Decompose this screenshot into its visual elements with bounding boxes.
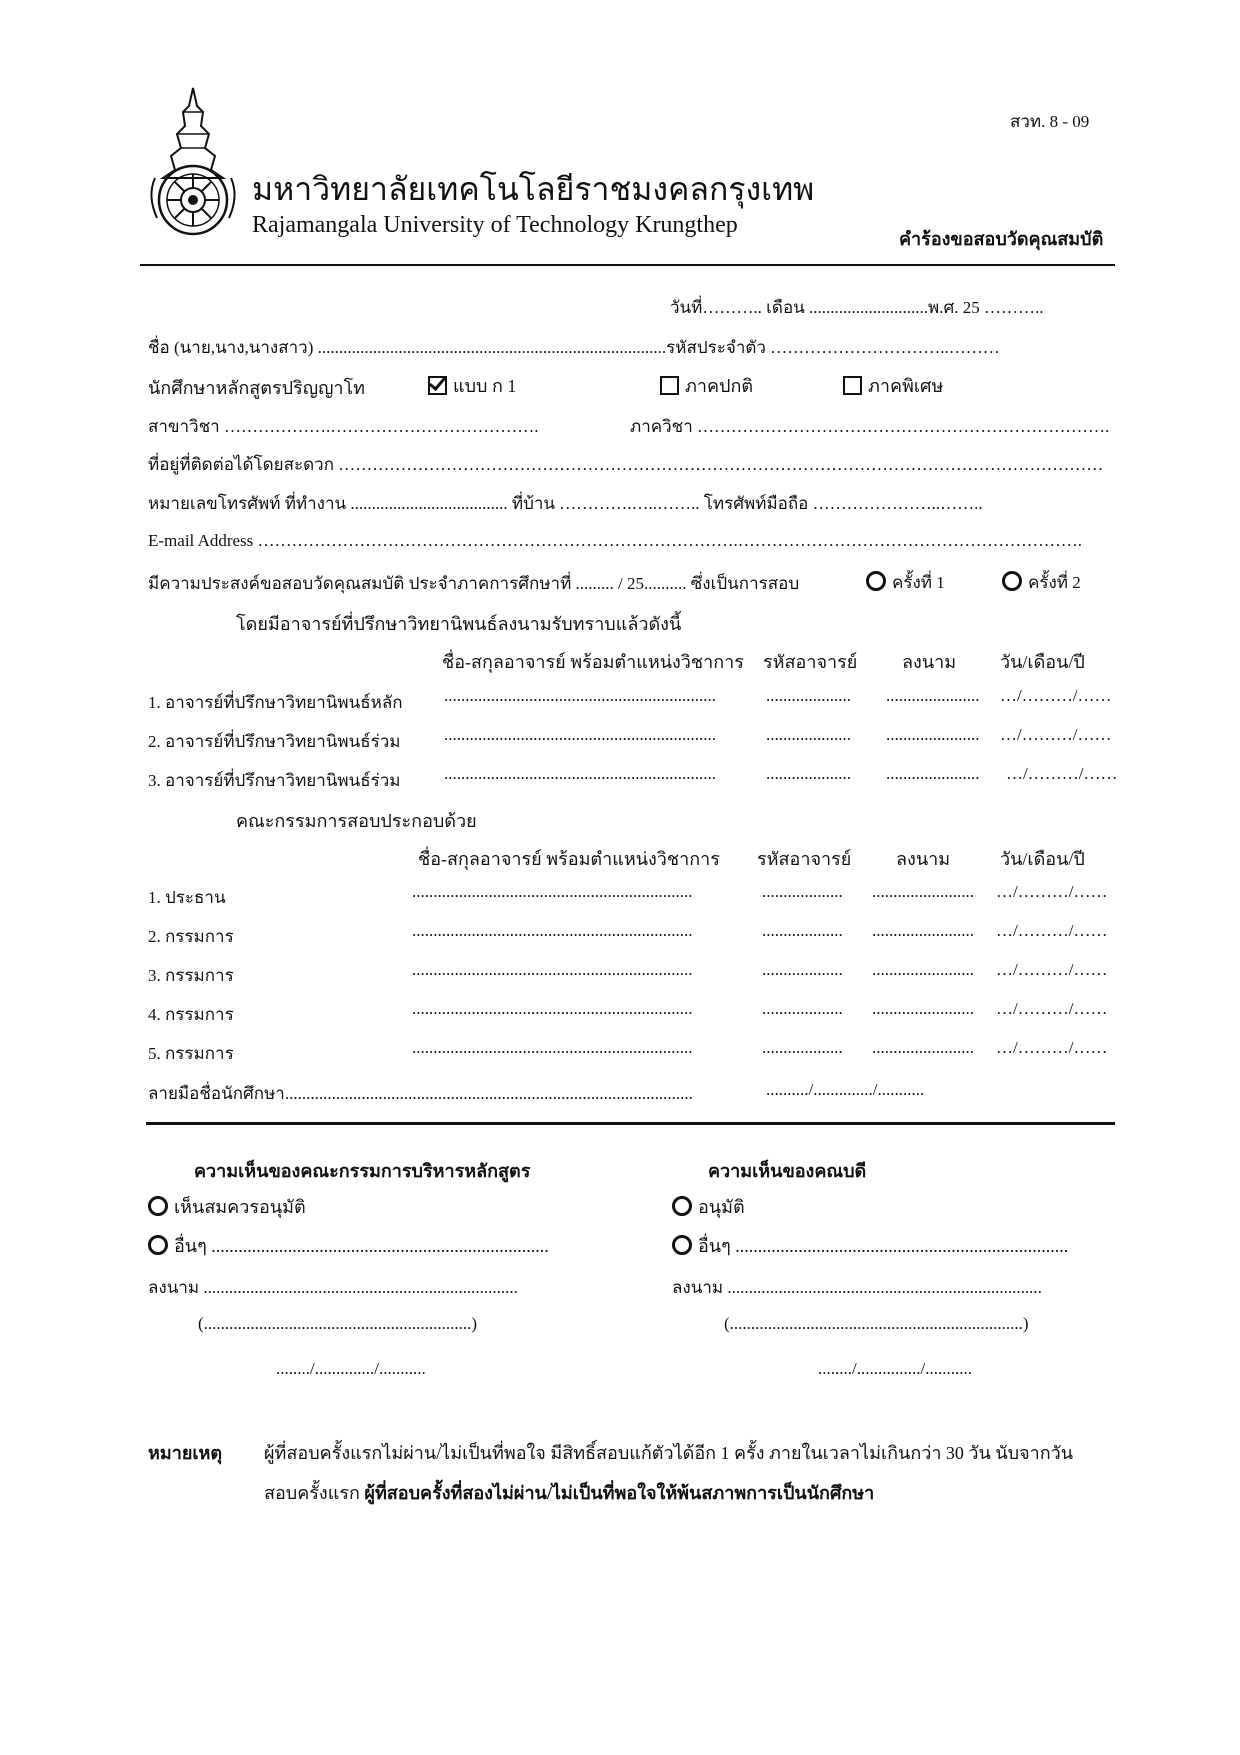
advisor-row-code: ....................: [766, 764, 851, 783]
committee-row-sign: ........................: [872, 882, 974, 901]
regular-option-label: ภาคปกติ: [685, 376, 754, 396]
committee-row-sign: ........................: [872, 1038, 974, 1057]
committee-row-date: …/………/……: [996, 1038, 1108, 1057]
radio-program-other[interactable]: [148, 1235, 168, 1255]
committee-row-sign: ........................: [872, 999, 974, 1018]
advisor-row-name: ................................................................: [444, 764, 716, 783]
form-code: สวท. 8 - 09: [1010, 112, 1090, 131]
dean-sign-line: ลงนาม ..........................................................................: [672, 1278, 1042, 1297]
dept-line: ภาควิชา ……………………………………………………………….: [630, 417, 1110, 436]
advisor-row-sign: ......................: [886, 686, 980, 705]
committee-row-code: ...................: [762, 921, 843, 940]
university-seal-icon: [145, 86, 241, 238]
committee-row-code: ...................: [762, 882, 843, 901]
dean-opinion-title: ความเห็นของคณบดี: [708, 1161, 867, 1181]
advisor-row-name: ................................................................: [444, 686, 716, 705]
committee-row-code: ...................: [762, 1038, 843, 1057]
advisor-row-date: …/………/……: [1000, 686, 1112, 705]
email-line: E-mail Address ………………………………………………………………………….…………………………………………………….: [148, 531, 1083, 550]
advisor-row-label: 3. อาจารย์ที่ปรึกษาวิทยานิพนธ์ร่วม: [148, 771, 401, 790]
section-divider: [146, 1122, 1115, 1125]
program-other-option[interactable]: [148, 1231, 549, 1260]
checkbox-plan-a1[interactable]: [428, 376, 447, 395]
committee-row-name: ..................................................................: [412, 1038, 693, 1057]
advisors-header-name: ชื่อ-สกุลอาจารย์ พร้อมตำแหน่งวิชาการ: [442, 652, 744, 672]
student-signature-line: ลายมือชื่อนักศึกษา................................................................................................: [148, 1084, 693, 1103]
advisor-row-code: ....................: [766, 725, 851, 744]
advisors-header-code: รหัสอาจารย์: [763, 652, 858, 672]
phone-line: หมายเลขโทรศัพท์ ที่ทำงาน ..................................... ที่บ้าน ………….…..…….. โทรศัพท์มือถือ …………………..……..: [148, 494, 983, 513]
radio-dean-other[interactable]: [672, 1235, 692, 1255]
attempt-2-label: ครั้งที่ 2: [1028, 573, 1081, 592]
advisor-row-label: 2. อาจารย์ที่ปรึกษาวิทยานิพนธ์ร่วม: [148, 732, 401, 751]
advisor-row-sign: ......................: [886, 764, 980, 783]
committee-row-name: ..................................................................: [412, 882, 693, 901]
advisors-intro: โดยมีอาจารย์ที่ปรึกษาวิทยานิพนธ์ลงนามรับทราบแล้วดังนี้: [236, 614, 682, 634]
committee-row-label: 4. กรรมการ: [148, 1005, 234, 1024]
advisor-row-label: 1. อาจารย์ที่ปรึกษาวิทยานิพนธ์หลัก: [148, 693, 403, 712]
committee-row-date: …/………/……: [996, 921, 1108, 940]
program-name-line: (...............................................................): [198, 1314, 478, 1333]
plan-option-label: แบบ ก 1: [453, 376, 517, 396]
radio-attempt-2[interactable]: [1002, 571, 1022, 591]
committee-row-name: ..................................................................: [412, 999, 693, 1018]
checkbox-special[interactable]: [843, 376, 862, 395]
committee-row-date: …/………/……: [996, 960, 1108, 979]
program-label: นักศึกษาหลักสูตรปริญญาโท: [148, 378, 366, 398]
dean-approve-option[interactable]: [672, 1192, 745, 1221]
student-signature-date: ........../............../...........: [766, 1080, 925, 1099]
advisor-row-code: ....................: [766, 686, 851, 705]
remark-line-2: [264, 1478, 874, 1507]
checkbox-regular[interactable]: [660, 376, 679, 395]
date-line: วันที่……….. เดือน ............................พ.ศ. 25 ………..: [670, 298, 1044, 317]
advisors-header-sign: ลงนาม: [902, 652, 957, 672]
committee-row-label: 3. กรรมการ: [148, 966, 234, 985]
advisors-header-date: วัน/เดือน/ปี: [1000, 652, 1085, 672]
program-other-label: อื่นๆ ...........................................................................: [174, 1236, 549, 1256]
remark-line-2-start: สอบครั้งแรก: [264, 1483, 360, 1503]
dean-approve-label: อนุมัติ: [698, 1197, 745, 1217]
committee-row-label: 1. ประธาน: [148, 888, 226, 907]
committee-row-label: 5. กรรมการ: [148, 1044, 234, 1063]
dean-other-option[interactable]: [672, 1231, 1068, 1260]
regular-option[interactable]: [660, 371, 753, 400]
committee-row-sign: ........................: [872, 921, 974, 940]
university-name-en: Rajamangala University of Technology Krungthep: [252, 212, 738, 238]
program-committee-opinion-title: ความเห็นของคณะกรรมการบริหารหลักสูตร: [194, 1161, 531, 1181]
committee-header-sign: ลงนาม: [896, 849, 951, 869]
committee-row-code: ...................: [762, 960, 843, 979]
radio-program-approve[interactable]: [148, 1196, 168, 1216]
form-title: คำร้องขอสอบวัดคุณสมบัติ: [899, 229, 1104, 249]
address-line: ที่อยู่ที่ติดต่อได้โดยสะดวก ………………………………………………………………………………………………………………………: [148, 455, 1104, 474]
committee-row-date: …/………/……: [996, 882, 1108, 901]
advisor-row-date: …/………/……: [1000, 725, 1112, 744]
remark-line-2-bold: ผู้ที่สอบครั้งที่สองไม่ผ่าน/ไม่เป็นที่พอใจให้พ้นสภาพการเป็นนักศึกษา: [364, 1483, 875, 1503]
attempt-1-label: ครั้งที่ 1: [892, 573, 945, 592]
university-name-th: มหาวิทยาลัยเทคโนโลยีราชมงคลกรุงเทพ: [252, 171, 815, 207]
program-sign-line: ลงนาม ..........................................................................: [148, 1278, 518, 1297]
special-option[interactable]: [843, 371, 943, 400]
dean-name-line: (.....................................................................): [724, 1314, 1029, 1333]
committee-row-label: 2. กรรมการ: [148, 927, 234, 946]
plan-option[interactable]: [428, 371, 516, 400]
special-option-label: ภาคพิเศษ: [868, 376, 944, 396]
program-date-line: ......../............../...........: [276, 1359, 426, 1378]
committee-row-date: …/………/……: [996, 999, 1108, 1018]
advisor-row-sign: ......................: [886, 725, 980, 744]
committee-header-date: วัน/เดือน/ปี: [1000, 849, 1085, 869]
committee-header-name: ชื่อ-สกุลอาจารย์ พร้อมตำแหน่งวิชาการ: [418, 849, 720, 869]
program-approve-option[interactable]: [148, 1192, 306, 1221]
committee-intro: คณะกรรมการสอบประกอบด้วย: [236, 811, 477, 831]
dean-date-line: ......../.............../...........: [818, 1359, 972, 1378]
remark-line-1: ผู้ที่สอบครั้งแรกไม่ผ่าน/ไม่เป็นที่พอใจ มีสิทธิ์สอบแก้ตัวได้อีก 1 ครั้ง ภายในเวลาไม่เกินกว่า 30 วัน นับจากวัน: [264, 1443, 1074, 1463]
attempt-1-option[interactable]: [866, 569, 945, 596]
committee-row-name: ..................................................................: [412, 960, 693, 979]
attempt-2-option[interactable]: [1002, 569, 1081, 596]
dean-other-label: อื่นๆ ..........................................................................: [698, 1236, 1069, 1256]
radio-dean-approve[interactable]: [672, 1196, 692, 1216]
purpose-line: มีความประสงค์ขอสอบวัดคุณสมบัติ ประจำภาคการศึกษาที่ ......... / 25.......... ซึ่งเป็นการสอบ: [148, 574, 800, 593]
header-divider: [140, 264, 1115, 266]
program-approve-label: เห็นสมควรอนุมัติ: [174, 1197, 306, 1217]
major-line: สาขาวิชา ……………….……………………………….: [148, 417, 539, 436]
advisor-row-name: ................................................................: [444, 725, 716, 744]
remark-label: หมายเหตุ: [148, 1443, 223, 1463]
advisor-row-date: …/………/……: [1006, 764, 1118, 783]
radio-attempt-1[interactable]: [866, 571, 886, 591]
committee-row-sign: ........................: [872, 960, 974, 979]
committee-row-name: ..................................................................: [412, 921, 693, 940]
committee-header-code: รหัสอาจารย์: [757, 849, 852, 869]
committee-row-code: ...................: [762, 999, 843, 1018]
name-line: ชื่อ (นาย,นาง,นางสาว) ..................................................................................รหัสประจำตัว …………………………..………: [148, 338, 1000, 357]
